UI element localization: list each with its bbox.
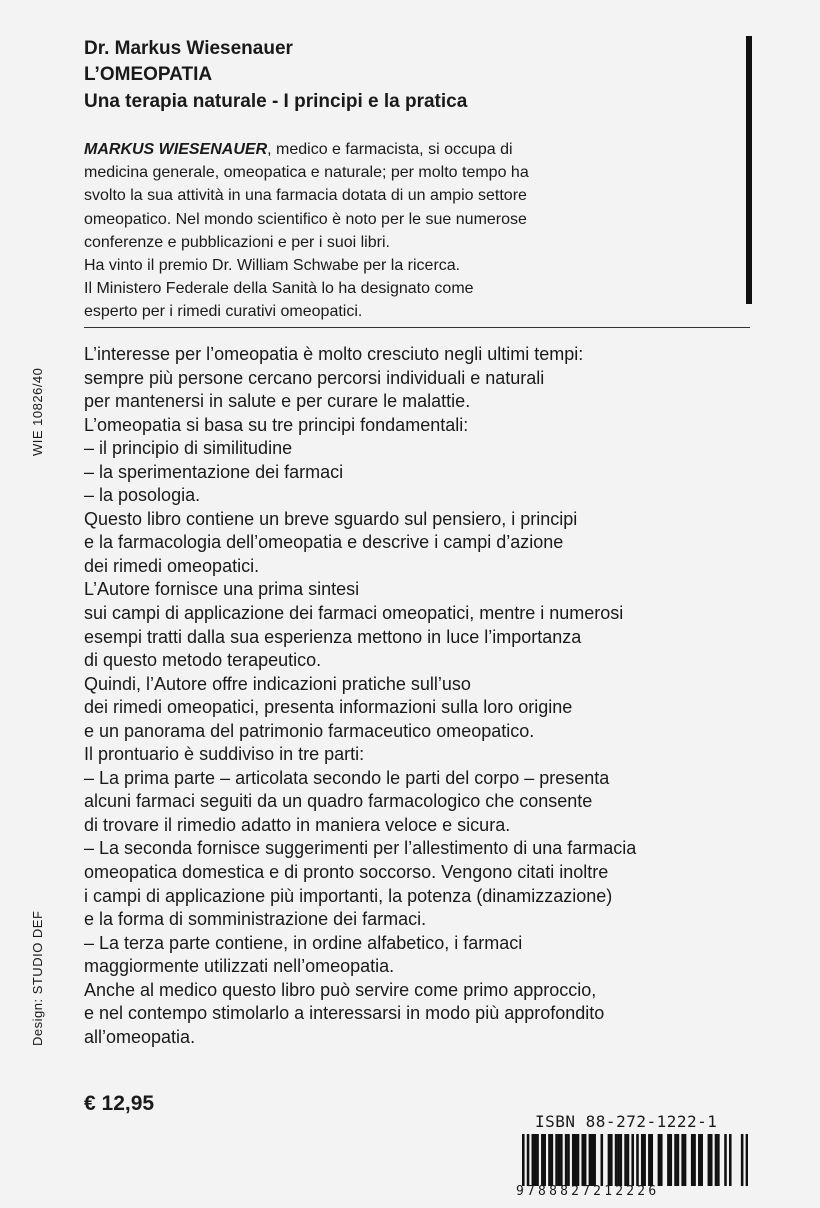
text-line: alcuni farmaci seguiti da un quadro farmacologico che consente — [84, 791, 593, 812]
barcode-bar — [601, 1134, 604, 1186]
barcode-bar — [631, 1134, 634, 1186]
barcode-bar — [572, 1134, 575, 1186]
text-line: – il principio di similitudine — [84, 438, 293, 459]
author-name: Dr. Markus Wiesenauer — [84, 38, 293, 59]
book-title: L’OMEOPATIA — [84, 64, 213, 85]
text-line: Anche al medico questo libro può servire come primo approccio, — [84, 979, 597, 1000]
barcode-bar — [669, 1134, 672, 1186]
barcode-bar — [677, 1134, 680, 1186]
text-line: – la sperimentazione dei farmaci — [84, 461, 344, 482]
text-line: Il prontuario è suddiviso in tre parti: — [84, 744, 365, 765]
barcode-bar — [584, 1134, 587, 1186]
barcode-bar — [650, 1134, 653, 1186]
barcode-bar — [624, 1134, 627, 1186]
book-subtitle: Una terapia naturale - I principi e la pratica — [84, 91, 468, 112]
barcode-bar — [741, 1134, 744, 1186]
bio-line: omeopatico. Nel mondo scientifico è noto per le sue numerose — [84, 210, 527, 228]
barcode-bar — [643, 1134, 646, 1186]
barcode-bar — [724, 1134, 727, 1186]
barcode-bar — [627, 1134, 630, 1186]
barcode-bar — [684, 1134, 687, 1186]
horizontal-divider — [84, 327, 750, 328]
barcode-bar — [715, 1134, 718, 1186]
design-credit: Design: STUDIO DEF — [30, 910, 45, 1046]
barcode-bar — [667, 1134, 670, 1186]
text-line: Quindi, l’Autore offre indicazioni pratiche sull’uso — [84, 673, 471, 694]
description-text — [84, 343, 764, 1049]
text-line: – La terza parte contiene, in ordine alfabetico, i farmaci — [84, 932, 523, 953]
barcode-bar — [608, 1134, 611, 1186]
barcode — [522, 1134, 748, 1186]
price: € 12,95 — [84, 1092, 155, 1115]
barcode-bar — [565, 1134, 568, 1186]
barcode-bar — [589, 1134, 592, 1186]
barcode-bar — [558, 1134, 561, 1186]
barcode-bar — [691, 1134, 694, 1186]
barcode-bar — [577, 1134, 580, 1186]
text-line: L’interesse per l’omeopatia è molto cresciuto negli ultimi tempi: — [84, 344, 584, 364]
barcode-bar — [681, 1134, 684, 1186]
isbn-label: ISBN 88-272-1222-1 — [535, 1112, 718, 1131]
barcode-bar — [717, 1134, 720, 1186]
barcode-bar — [648, 1134, 651, 1186]
text-line: dei rimedi omeopatici. — [84, 555, 260, 576]
text-line: per mantenersi in salute e per curare le malattie. — [84, 391, 471, 412]
barcode-bar — [567, 1134, 570, 1186]
barcode-bar — [674, 1134, 677, 1186]
bio-line: conferenze e pubblicazioni e per i suoi libri. — [84, 233, 390, 251]
barcode-bar — [536, 1134, 539, 1186]
text-line: – la posologia. — [84, 485, 201, 506]
text-line: – La prima parte – articolata secondo le parti del corpo – presenta — [84, 767, 610, 788]
header — [84, 36, 724, 116]
barcode-bar — [617, 1134, 620, 1186]
barcode-bar — [532, 1134, 535, 1186]
text-line: L’omeopatia si basa su tre principi fondamentali: — [84, 414, 469, 435]
text-line: Questo libro contiene un breve sguardo sul pensiero, i principi — [84, 508, 578, 529]
barcode-bar — [710, 1134, 713, 1186]
bio-author-name: MARKUS WIESENAUER — [84, 141, 268, 158]
bio-line: Il Ministero Federale della Sanità lo ha designato come — [84, 280, 474, 298]
text-line: – La seconda fornisce suggerimenti per l’allestimento di una farmacia — [84, 838, 637, 859]
bio-line — [84, 138, 734, 161]
barcode-bar — [527, 1134, 530, 1186]
bio-line: medicina generale, omeopatica e naturale; per molto tempo ha — [84, 164, 529, 182]
barcode-bar — [708, 1134, 711, 1186]
text-line: L’Autore fornisce una prima sintesi — [84, 579, 360, 600]
barcode-bar — [555, 1134, 558, 1186]
barcode-bar — [551, 1134, 554, 1186]
text-line: e la forma di somministrazione dei farmaci. — [84, 909, 427, 930]
text-line: e un panorama del patrimonio farmaceutico omeopatico. — [84, 720, 535, 741]
barcode-bar — [560, 1134, 563, 1186]
barcode-bar — [591, 1134, 594, 1186]
text-line: e la farmacologia dell’omeopatia e descrive i campi d’azione — [84, 532, 564, 553]
barcode-bar — [581, 1134, 584, 1186]
barcode-bar — [658, 1134, 661, 1186]
text-line: maggiormente utilizzati nell’omeopatia. — [84, 956, 395, 977]
text-line: dei rimedi omeopatici, presenta informazioni sulla loro origine — [84, 697, 573, 718]
barcode-bar — [593, 1134, 596, 1186]
text-line: di trovare il rimedio adatto in maniera veloce e sicura. — [84, 814, 511, 835]
bio-first-line-rest: , medico e farmacista, si occupa di — [267, 141, 513, 158]
catalog-code: WIE 10826/40 — [30, 367, 45, 456]
barcode-bar — [615, 1134, 618, 1186]
barcode-bar — [641, 1134, 644, 1186]
barcode-bar — [548, 1134, 551, 1186]
text-line: esempi tratti dalla sua esperienza mettono in luce l’importanza — [84, 626, 582, 647]
barcode-bar — [700, 1134, 703, 1186]
bio-line: esperto per i rimedi curativi omeopatici. — [84, 303, 363, 321]
barcode-bar — [660, 1134, 663, 1186]
text-line: all’omeopatia. — [84, 1026, 196, 1047]
bio-line: Ha vinto il premio Dr. William Schwabe per la ricerca. — [84, 257, 461, 275]
barcode-bar — [541, 1134, 544, 1186]
barcode-bar — [522, 1134, 525, 1186]
text-line: omeopatica domestica e di pronto soccorso. Vengono citati inoltre — [84, 862, 609, 883]
bio-line: svolto la sua attività in una farmacia dotata di un ampio settore — [84, 187, 527, 205]
barcode-bar — [534, 1134, 537, 1186]
barcode-bar — [620, 1134, 623, 1186]
barcode-digits: 9788827212226 — [516, 1184, 660, 1199]
text-line: sempre più persone cercano percorsi individuali e naturali — [84, 367, 545, 388]
text-line: i campi di applicazione più importanti, la potenza (dinamizzazione) — [84, 885, 613, 906]
barcode-bar — [610, 1134, 613, 1186]
text-line: e nel contempo stimolarlo a interessarsi in modo più approfondito — [84, 1003, 605, 1024]
barcode-bar — [543, 1134, 546, 1186]
barcode-bar — [729, 1134, 732, 1186]
text-line: sui campi di applicazione dei farmaci omeopatici, mentre i numerosi — [84, 603, 624, 624]
barcode-bar — [636, 1134, 639, 1186]
barcode-bar — [693, 1134, 696, 1186]
barcode-bar — [574, 1134, 577, 1186]
vertical-bar-decoration — [746, 36, 752, 304]
text-line: di questo metodo terapeutico. — [84, 650, 322, 671]
barcode-bar — [746, 1134, 748, 1186]
author-bio — [84, 138, 734, 324]
barcode-bar — [698, 1134, 701, 1186]
